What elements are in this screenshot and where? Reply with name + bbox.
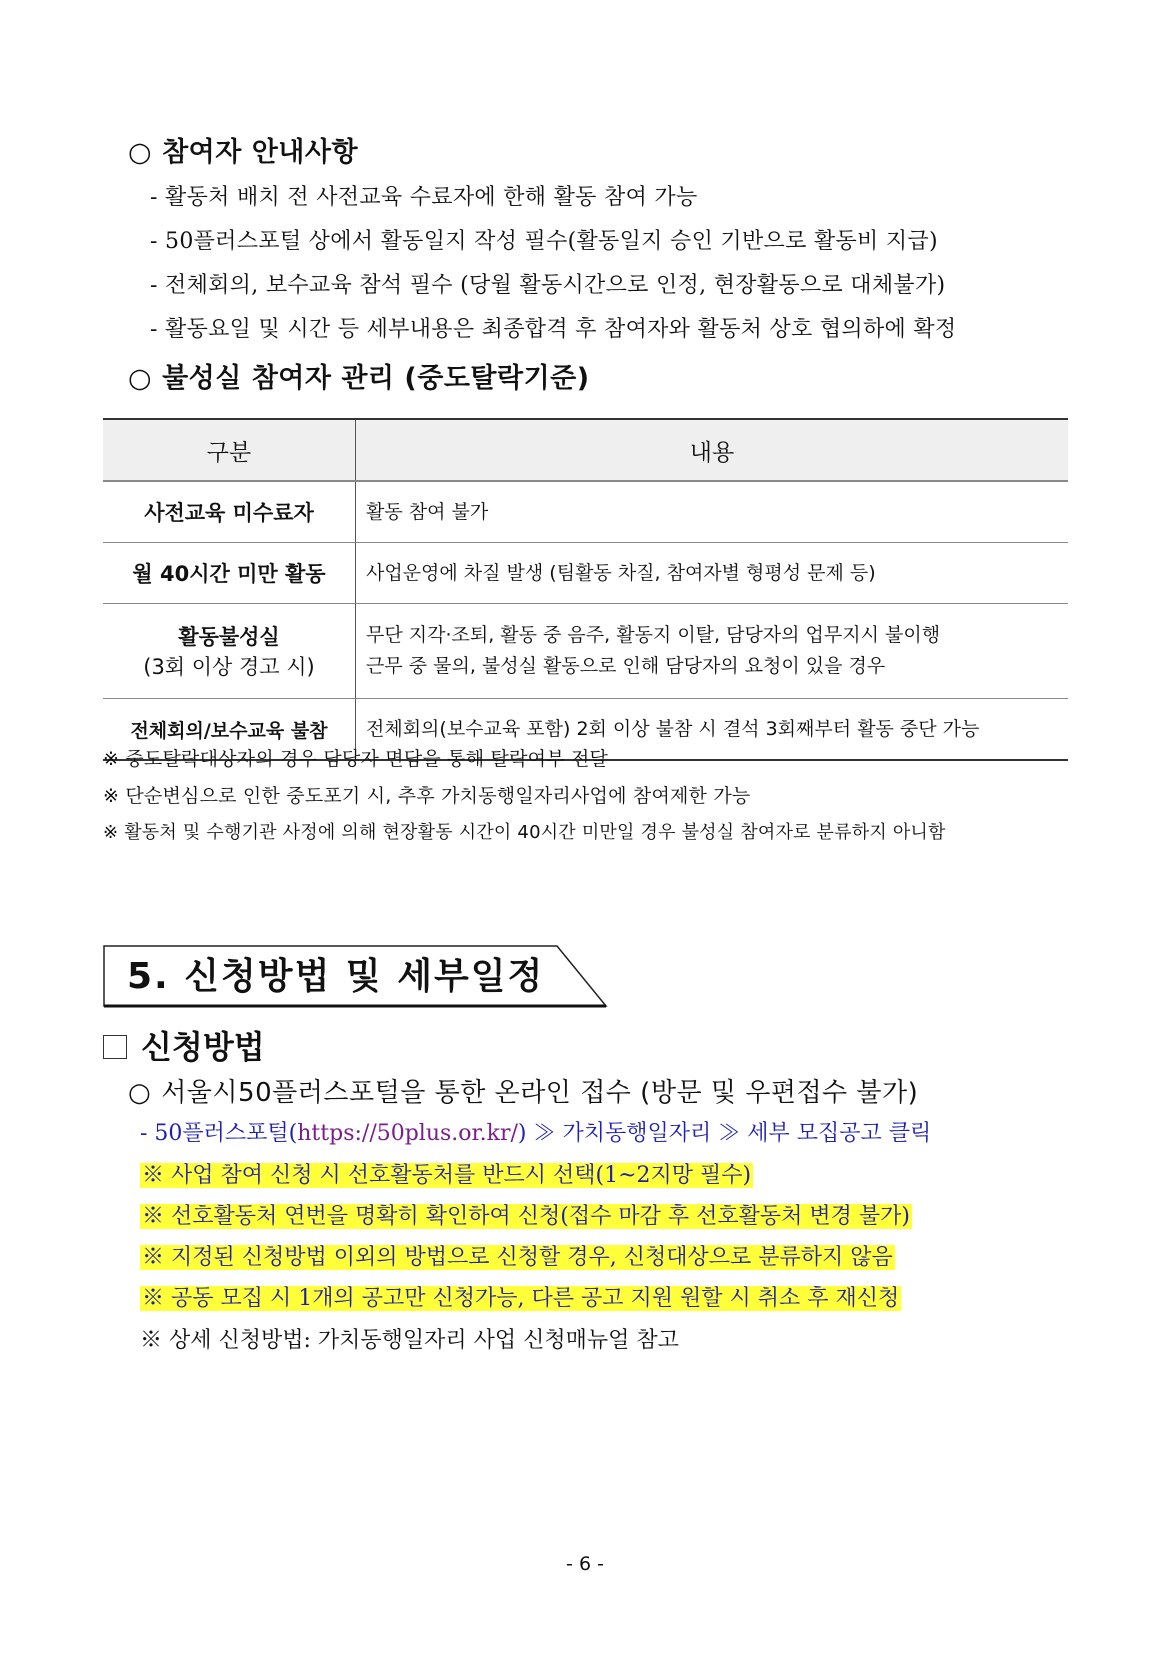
- section-title: 5. 신청방법 및 세부일정: [127, 956, 545, 997]
- row-content: 전체회의(보수교육 포함) 2회 이상 불참 시 결석 3회째부터 활동 중단 가능: [356, 699, 1069, 761]
- row-category: 활동불성실 (3회 이상 경고 시): [103, 604, 356, 699]
- dropout-criteria-table: [103, 418, 1068, 761]
- dropout-criteria-heading: ○ 불성실 참여자 관리 (중도탈락기준): [128, 363, 590, 394]
- dropout-note: ※ 활동처 및 수행기관 사정에 의해 현장활동 시간이 40시간 미만일 경우 불성실 참여자로 분류하지 아니함: [103, 822, 946, 843]
- circle-bullet-icon: ○: [128, 1078, 152, 1108]
- dropout-note: ※ 중도탈락대상자의 경우 담당자 면담을 통해 탈락여부 전달: [103, 748, 609, 770]
- subsection-heading: 신청방법: [103, 1022, 265, 1068]
- participant-notice-heading: ○ 참여자 안내사항: [128, 137, 359, 168]
- highlighted-note: ※ 선호활동처 연번을 명확히 확인하여 신청(접수 마감 후 선호활동처 변경 불가): [142, 1204, 910, 1229]
- table-header-row: [103, 419, 1068, 481]
- square-bullet-icon: [103, 1035, 127, 1059]
- section-title-box: [103, 944, 623, 1008]
- highlighted-note: ※ 사업 참여 신청 시 선호활동처를 반드시 선택(1~2지망 필수): [142, 1163, 752, 1188]
- application-method-item: ○ 서울시50플러스포털을 통한 온라인 접수 (방문 및 우편접수 불가): [128, 1078, 919, 1108]
- row-content: 무단 지각·조퇴, 활동 중 음주, 활동지 이탈, 담당자의 업무지시 불이행 근무 중 물의, 불성실 활동으로 인해 담당자의 요청이 있을 경우: [356, 604, 1069, 699]
- column-header-content: 내용: [356, 419, 1069, 481]
- row-content: 사업운영에 차질 발생 (팀활동 차질, 참여자별 형평성 문제 등): [356, 543, 1069, 604]
- table-row: [103, 604, 1068, 699]
- circle-bullet-icon: ○: [128, 137, 153, 168]
- row-category: 월 40시간 미만 활동: [103, 543, 356, 604]
- notice-item: - 전체회의, 보수교육 참석 필수 (당월 활동시간으로 인정, 현장활동으로 대체불가): [150, 273, 946, 298]
- portal-link[interactable]: https://50plus.or.kr/: [297, 1121, 518, 1146]
- highlighted-note: ※ 공동 모집 시 1개의 공고만 신청가능, 다른 공고 지원 원할 시 취소 후 재신청: [142, 1286, 900, 1311]
- table-row: [103, 543, 1068, 604]
- manual-reference-note: ※ 상세 신청방법: 가치동행일자리 사업 신청매뉴얼 참고: [140, 1328, 679, 1353]
- notice-item: - 활동요일 및 시간 등 세부내용은 최종합격 후 참여자와 활동처 상호 협의하에 확정: [150, 317, 957, 342]
- row-content: 활동 참여 불가: [356, 481, 1069, 543]
- portal-path: - 50플러스포털(https://50plus.or.kr/) ≫ 가치동행일자리 ≫ 세부 모집공고 클릭: [140, 1121, 932, 1146]
- row-category: 사전교육 미수료자: [103, 481, 356, 543]
- page-number: - 6 -: [566, 1553, 604, 1575]
- notice-item: - 50플러스포털 상에서 활동일지 작성 필수(활동일지 승인 기반으로 활동비 지급): [150, 229, 938, 254]
- notice-item: - 활동처 배치 전 사전교육 수료자에 한해 활동 참여 가능: [150, 185, 698, 210]
- column-header-category: 구분: [103, 419, 356, 481]
- dropout-note: ※ 단순변심으로 인한 중도포기 시, 추후 가치동행일자리사업에 참여제한 가능: [103, 785, 751, 807]
- circle-bullet-icon: ○: [128, 363, 153, 394]
- highlighted-note: ※ 지정된 신청방법 이외의 방법으로 신청할 경우, 신청대상으로 분류하지 않음: [142, 1245, 893, 1270]
- table-row: [103, 481, 1068, 543]
- row-category: 전체회의/보수교육 불참: [103, 699, 356, 761]
